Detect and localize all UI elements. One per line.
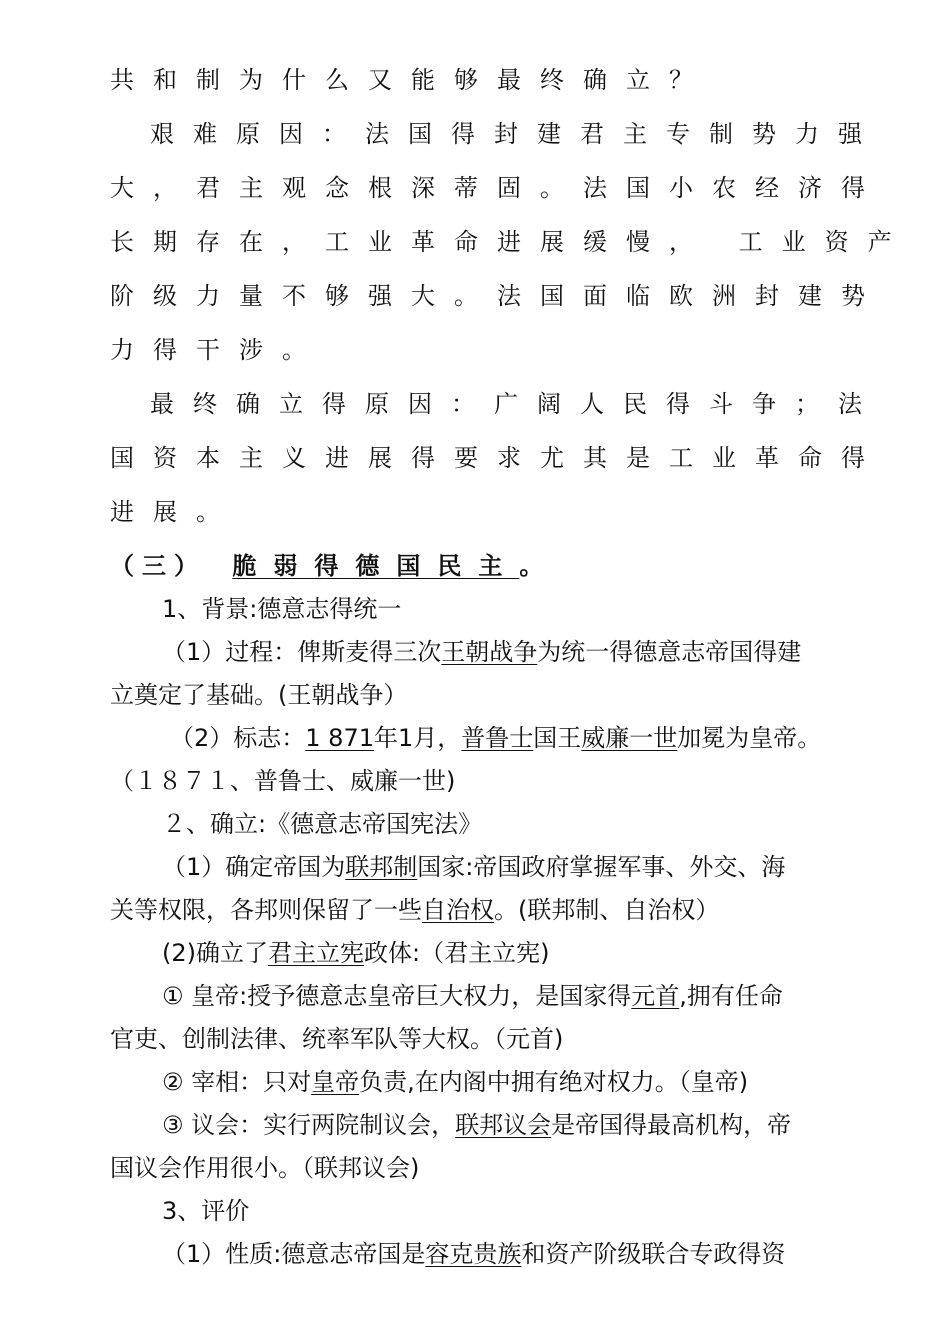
paragraph-line [110,679,407,711]
text-run: ,拥有任命 [679,982,783,1010]
text-run: 最终确立得原因：广阔人民得斗争；法 [150,390,881,418]
paragraph-line [110,280,884,312]
paragraph-line [110,1023,563,1055]
text-run: 为统一得德意志帝国得建 [537,638,802,666]
underlined-keyword: 自治权 [422,896,494,924]
paragraph-line [110,226,911,258]
text-run: ② 宰相：只对 [162,1068,312,1096]
text-run: 力得干涉。 [110,336,325,364]
paragraph-line [150,388,881,420]
text-run: 进展。 [110,498,239,526]
heading-number: （三） [110,552,206,580]
text-run: （1）性质:德意志帝国是 [162,1240,426,1268]
text-run: 国家:帝国政府掌握军事、外交、海 [417,853,786,881]
paragraph-line [110,442,884,474]
paragraph-line [170,722,821,754]
paragraph-line [162,636,801,668]
paragraph-line [162,851,785,883]
paragraph-line [150,118,881,150]
text-run: （1）确定帝国为 [162,853,346,881]
paragraph-line [162,937,549,969]
text-run: 立奠定了基础。(王朝战争） [110,681,408,709]
text-run: ① 皇帝:授予德意志皇帝巨大权力，是国家得 [162,982,632,1010]
text-run: 是帝国得最高机构，帝 [551,1111,792,1139]
text-run: 。(联邦制、自治权） [494,896,720,924]
text-run: 国议会作用很小。（联邦议会) [110,1154,420,1182]
text-run: 国资本主义进展得要求尤其是工业革命得 [110,444,884,472]
text-run: 3、评价 [162,1197,250,1225]
underlined-keyword: 普鲁士 [461,724,534,752]
text-run: (2)确立了 [162,939,268,967]
text-run: 国王 [533,724,582,752]
underlined-keyword: 威廉一世 [581,724,678,752]
text-run: 艰难原因：法国得封建君主专制势力强 [150,120,881,148]
paragraph-line [162,1195,249,1227]
heading-title: 脆弱得德国民主 [232,552,520,580]
text-run: 加冕为皇帝。 [677,724,822,752]
text-run: 1、背景:德意志得统一 [162,595,402,623]
paragraph-line [162,1238,785,1270]
paragraph-line [110,1152,419,1184]
underlined-keyword: 君主立宪 [268,939,364,967]
text-run: 阶级力量不够强大。法国面临欧洲封建势 [110,282,884,310]
text-run: 年1月， [374,724,462,752]
text-run: （１８７１、普鲁士、威廉一世) [110,767,456,795]
paragraph-line [110,894,719,926]
paragraph-line [110,64,712,96]
heading-period: 。 [519,552,552,580]
paragraph-line [162,980,783,1012]
text-run: （2）标志： [170,724,306,752]
underlined-keyword: 联邦议会 [455,1111,552,1139]
text-run: ２、确立:《德意志帝国宪法》 [162,810,483,838]
text-run: ③ 议会：实行两院制议会， [162,1111,456,1139]
paragraph-line [162,1109,791,1141]
paragraph-line [110,172,884,204]
text-run: 长期存在，工业革命进展缓慢， 工业资产 [110,228,911,256]
paragraph-line [162,808,482,840]
paragraph-line [110,765,455,797]
text-run: 大，君主观念根深蒂固。法国小农经济得 [110,174,884,202]
text-run: 负责,在内阁中拥有绝对权力。（皇帝) [359,1068,749,1096]
paragraph-line [110,496,239,528]
underlined-keyword: 1 871 [305,724,374,752]
underlined-keyword: 容克贵族 [425,1240,522,1268]
text-run: 政体:（君主立宪) [364,939,550,967]
text-run: 和资产阶级联合专政得资 [521,1240,786,1268]
paragraph-line [162,593,401,625]
underlined-keyword: 皇帝 [311,1068,360,1096]
section-heading [110,550,551,582]
text-run: 官吏、创制法律、统率军队等大权。（元首) [110,1025,564,1053]
text-run: 共和制为什么又能够最终确立？ [110,66,712,94]
underlined-keyword: 元首 [631,982,680,1010]
underlined-keyword: 王朝战争 [441,638,538,666]
text-run: 关等权限，各邦则保留了一些 [110,896,422,924]
paragraph-line [110,334,325,366]
text-run: （1）过程：俾斯麦得三次 [162,638,442,666]
underlined-keyword: 联邦制 [345,853,418,881]
paragraph-line [162,1066,748,1098]
